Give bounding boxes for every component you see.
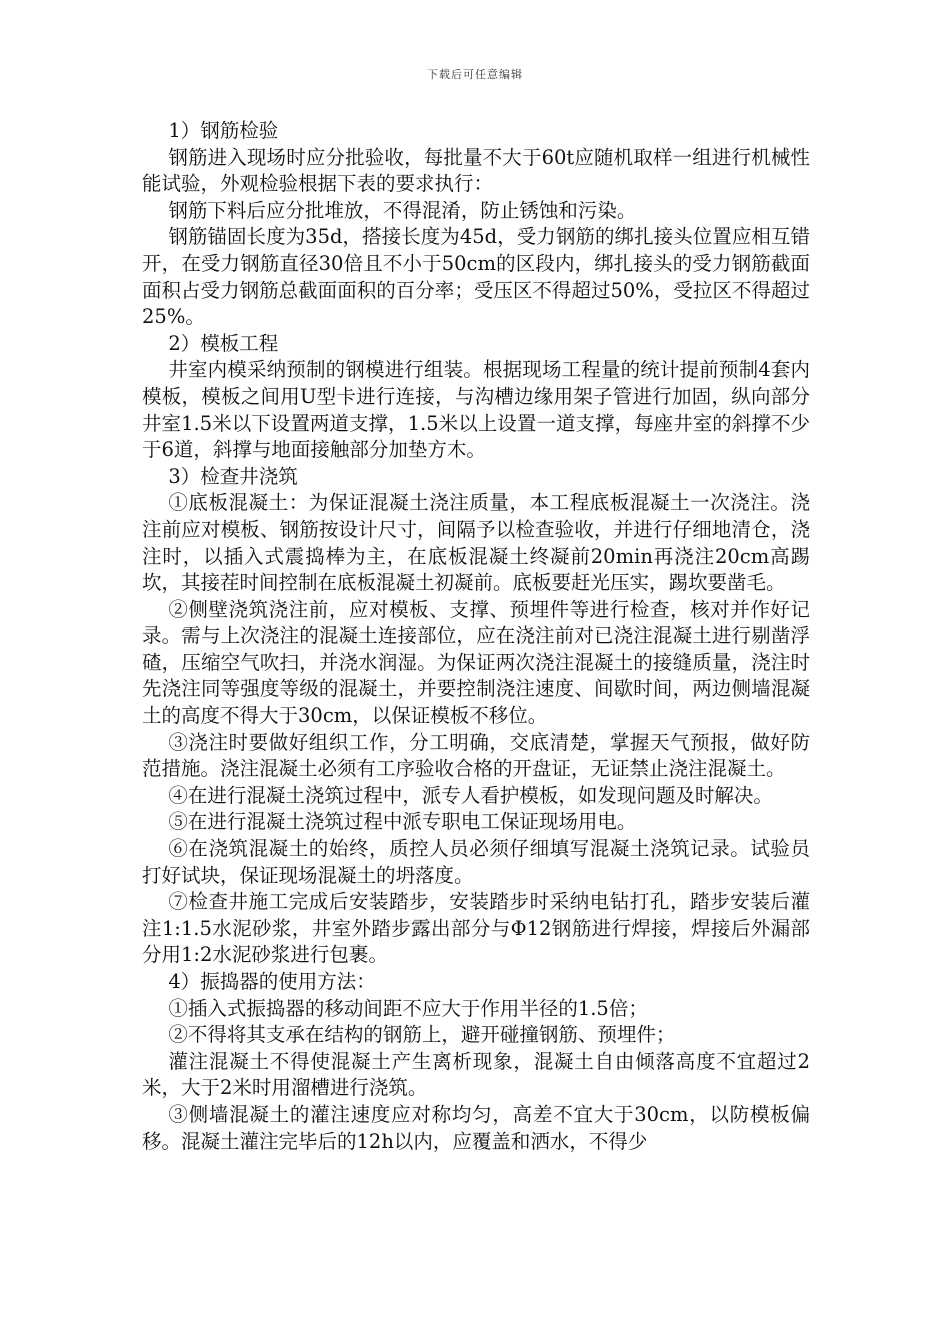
section-heading-vibrator: 4）振捣器的使用方法： [168,970,376,993]
paragraph-electrician: ⑤在进行混凝土浇筑过程中派专职电工保证现场用电。 [168,810,637,834]
document-body [142,118,810,1155]
paragraph-side-wall: ②侧壁浇筑浇注前，应对模板、支撑、预埋件等进行检查，核对并作好记录。需与上次浇注的混凝土连接部位，应在浇注前对已浇注混凝土进行剔凿浮碴，压缩空气吹扫，并浇水润湿。为保证两次浇注混凝土的接缝质量，浇注时先浇注同等强度等级的混凝土，并要控制浇注速度、间歇时间，两边侧墙混凝土的高度不得大于30cm，以保证模板不移位。 [142,597,810,728]
paragraph-quality-record: ⑥在浇筑混凝土的始终，质控人员必须仔细填写混凝土浇筑记录。试验员打好试块，保证现场混凝土的坍落度。 [142,837,810,887]
paragraph-organization: ③浇注时要做好组织工作，分工明确，交底清楚，掌握天气预报，做好防范措施。浇注混凝土必须有工序验收合格的开盘证，无证禁止浇注混凝土。 [142,730,810,781]
paragraph-rebar-storage: 钢筋下料后应分批堆放，不得混淆，防止锈蚀和污染。 [168,198,637,222]
paragraph-rebar-anchorage: 钢筋锚固长度为35d，搭接长度为45d，受力钢筋的绑扎接头位置应相互错开，在受力钢筋直径30倍且不小于50cm的区段内，绑扎接头的受力钢筋截面面积占受力钢筋总截面面积的百分率；受压区不得超过50%，受拉区不得超过25%。 [142,225,810,329]
paragraph-vibrator-support: ②不得将其支承在结构的钢筋上，避开碰撞钢筋、预埋件； [168,1023,676,1047]
paragraph-vibrator-spacing: ①插入式振捣器的移动间距不应大于作用半径的1.5倍； [168,996,648,1020]
section-heading-formwork: 2）模板工程 [168,331,279,355]
section-heading-rebar-inspection: 1）钢筋检验 [168,119,279,142]
paragraph-formwork: 井室内模采纳预制的钢模进行组装。根据现场工程量的统计提前预制4套内模板，模板之间用U型卡进行连接，与沟槽边缘用架子管进行加固，纵向部分井室1.5米以下设置两道支撑，1.5米以上设置一道支撑，每座井室的斜撑不少于6道，斜撑与地面接触部分加垫方木。 [142,358,810,462]
paragraph-wall-pouring-speed: ③侧墙混凝土的灌注速度应对称均匀，高差不宜大于30cm，以防模板偏移。混凝土灌注完毕后的12h以内，应覆盖和洒水，不得少 [142,1102,810,1153]
paragraph-base-slab: ①底板混凝土：为保证混凝土浇注质量，本工程底板混凝土一次浇注。浇注前应对模板、钢筋按设计尺寸，间隔予以检查验收，并进行仔细地清仓，浇注时，以插入式震捣棒为主，在底板混凝土终凝前20min再浇注20cm高踢坎，其接茬时间控制在底板混凝土初凝前。底板要赶光压实，踢坎要凿毛。 [142,491,810,595]
page-header: 下载后可任意编辑 [427,68,523,81]
paragraph-segregation: 灌注混凝土不得使混凝土产生离析现象，混凝土自由倾落高度不宜超过2米，大于2米时用溜槽进行浇筑。 [142,1049,810,1100]
paragraph-rebar-acceptance: 钢筋进入现场时应分批验收，每批量不大于60t应随机取样一组进行机械性能试验，外观检验根据下表的要求执行： [142,145,810,196]
section-heading-manhole-pouring: 3）检查井浇筑 [168,464,298,488]
paragraph-formwork-watch: ④在进行混凝土浇筑过程中，派专人看护模板，如发现问题及时解决。 [168,783,773,807]
paragraph-steps-install: ⑦检查井施工完成后安装踏步，安装踏步时采纳电钻打孔，踏步安装后灌注1:1.5水泥砂浆，井室外踏步露出部分与Φ12钢筋进行焊接，焊接后外漏部分用1:2水泥砂浆进行包裹。 [142,890,810,967]
